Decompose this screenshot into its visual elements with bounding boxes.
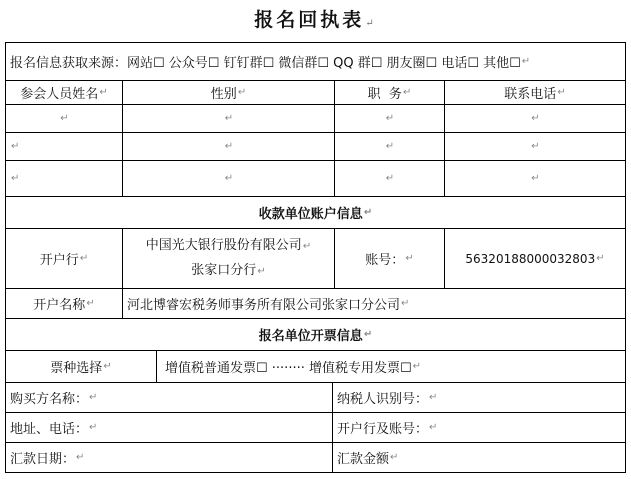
buyer-name-label: 购买方名称：	[10, 392, 89, 407]
account-label-cell	[335, 229, 445, 288]
tax-id-cell[interactable]	[333, 383, 625, 412]
participant-gender-cell[interactable]	[123, 105, 335, 132]
paragraph-mark-icon: ↵	[76, 452, 85, 463]
paragraph-mark-icon: ↵	[103, 361, 112, 372]
invoice-type-row	[6, 351, 625, 383]
paragraph-mark-icon: ↵	[385, 113, 395, 124]
buyer-name-cell[interactable]	[6, 383, 333, 412]
participant-phone-cell[interactable]	[445, 133, 625, 160]
paragraph-mark-icon: ↵	[365, 18, 377, 29]
paragraph-mark-icon: ↵	[557, 87, 566, 98]
account-number-cell	[445, 229, 625, 288]
paragraph-mark-icon: ↵	[79, 253, 89, 264]
paragraph-mark-icon: ↵	[531, 141, 540, 152]
buyer-row	[6, 383, 625, 413]
paragraph-mark-icon: ↵	[412, 361, 422, 372]
bank-name-line2	[191, 259, 265, 284]
bank-label: 开户行	[39, 253, 79, 268]
participant-row	[6, 161, 625, 197]
account-name-label-cell	[6, 289, 123, 318]
source-cell	[6, 43, 625, 80]
paragraph-mark-icon: ↵	[429, 392, 438, 403]
bank-row	[6, 229, 625, 289]
paragraph-mark-icon: ↵	[531, 113, 540, 124]
paragraph-mark-icon: ↵	[11, 141, 20, 152]
bank-name-line1-text: 中国光大银行股份有限公司	[145, 237, 302, 253]
remit-row	[6, 443, 625, 472]
paragraph-mark-icon: ↵	[521, 56, 531, 67]
remit-date-cell[interactable]	[6, 443, 333, 472]
paragraph-mark-icon: ↵	[402, 87, 412, 98]
participant-gender-cell[interactable]	[123, 161, 335, 196]
remit-amount-label: 汇款金额	[337, 452, 390, 467]
phone-header	[445, 81, 625, 104]
paragraph-mark-icon: ↵	[390, 452, 399, 463]
name-header	[6, 81, 123, 104]
paragraph-mark-icon: ↵	[429, 422, 438, 433]
address-phone-label: 地址、电话：	[10, 422, 89, 437]
address-phone-cell[interactable]	[6, 413, 333, 442]
paragraph-mark-icon: ↵	[257, 265, 266, 277]
participant-row	[6, 133, 625, 161]
phone-header-text: 联系电话	[504, 87, 557, 102]
paragraph-mark-icon: ↵	[237, 87, 247, 98]
paragraph-mark-icon: ↵	[89, 422, 98, 433]
paragraph-mark-icon: ↵	[385, 173, 395, 184]
paragraph-mark-icon: ↵	[401, 298, 410, 309]
invoice-heading-row	[6, 319, 625, 351]
paragraph-mark-icon: ↵	[99, 87, 108, 98]
gender-header-text: 性别	[210, 87, 237, 102]
paragraph-mark-icon: ↵	[363, 329, 373, 340]
paragraph-mark-icon: ↵	[405, 253, 414, 264]
paragraph-mark-icon: ↵	[224, 173, 234, 184]
gender-header	[123, 81, 335, 104]
remit-date-label: 汇款日期：	[10, 452, 76, 467]
participant-name-cell[interactable]	[6, 133, 123, 160]
participant-name-cell[interactable]	[6, 161, 123, 196]
participant-position-cell[interactable]	[335, 133, 445, 160]
invoice-heading	[6, 319, 625, 350]
participant-phone-cell[interactable]	[445, 105, 625, 132]
payee-heading-text: 收款单位账户信息	[258, 207, 363, 222]
paragraph-mark-icon: ↵	[363, 207, 373, 218]
position-header	[335, 81, 445, 104]
position-header-text: 职 务	[367, 87, 402, 102]
form-title	[0, 5, 631, 35]
account-number: 56320188000032803	[465, 251, 596, 266]
participant-gender-cell[interactable]	[123, 133, 335, 160]
paragraph-mark-icon: ↵	[531, 173, 540, 184]
bank-name-line2-text: 张家口分行	[191, 262, 257, 278]
registration-form-table	[5, 42, 626, 473]
remit-amount-cell[interactable]	[333, 443, 625, 472]
paragraph-mark-icon: ↵	[224, 113, 234, 124]
bank-account-cell[interactable]	[333, 413, 625, 442]
participant-name-cell[interactable]	[6, 105, 123, 132]
form-title-text: 报名回执表	[254, 9, 365, 31]
invoice-type-label-cell	[6, 351, 157, 382]
account-name-value-cell	[123, 289, 625, 318]
invoice-type-options-cell[interactable]	[157, 351, 625, 382]
participant-position-cell[interactable]	[335, 161, 445, 196]
bank-name-line1	[146, 234, 311, 259]
tax-id-label: 纳税人识别号：	[337, 392, 429, 407]
account-name-row	[6, 289, 625, 319]
participant-position-cell[interactable]	[335, 105, 445, 132]
paragraph-mark-icon: ↵	[385, 141, 395, 152]
participant-header-row	[6, 81, 625, 105]
payee-heading-row	[6, 197, 625, 229]
source-row	[6, 43, 625, 81]
account-name-value: 河北博睿宏税务师事务所有限公司张家口分公司	[127, 298, 401, 313]
bank-label-cell	[6, 229, 123, 288]
account-label: 账号：	[365, 253, 405, 268]
address-row	[6, 413, 625, 443]
paragraph-mark-icon: ↵	[224, 141, 234, 152]
account-name-label: 开户名称	[33, 298, 86, 313]
bank-value-cell	[123, 229, 335, 288]
bank-account-label: 开户行及账号：	[337, 422, 429, 437]
paragraph-mark-icon: ↵	[11, 173, 20, 184]
invoice-type-label: 票种选择	[50, 361, 103, 376]
payee-heading	[6, 197, 625, 228]
name-header-text: 参会人员姓名	[20, 87, 99, 102]
invoice-type-options[interactable]: 增值税普通发票☐ ········ 增值税专用发票☐	[165, 361, 412, 376]
paragraph-mark-icon: ↵	[60, 113, 69, 124]
paragraph-mark-icon: ↵	[302, 240, 312, 252]
participant-row	[6, 105, 625, 133]
source-text: 报名信息获取来源：网站☐ 公众号☐ 钉钉群☐ 微信群☐ QQ 群☐ 朋友圈☐ 电话☐ 其他☐	[10, 56, 521, 71]
participant-phone-cell[interactable]	[445, 161, 625, 196]
paragraph-mark-icon: ↵	[89, 392, 98, 403]
paragraph-mark-icon: ↵	[596, 253, 605, 264]
paragraph-mark-icon: ↵	[86, 298, 95, 309]
invoice-heading-text: 报名单位开票信息	[258, 329, 363, 344]
